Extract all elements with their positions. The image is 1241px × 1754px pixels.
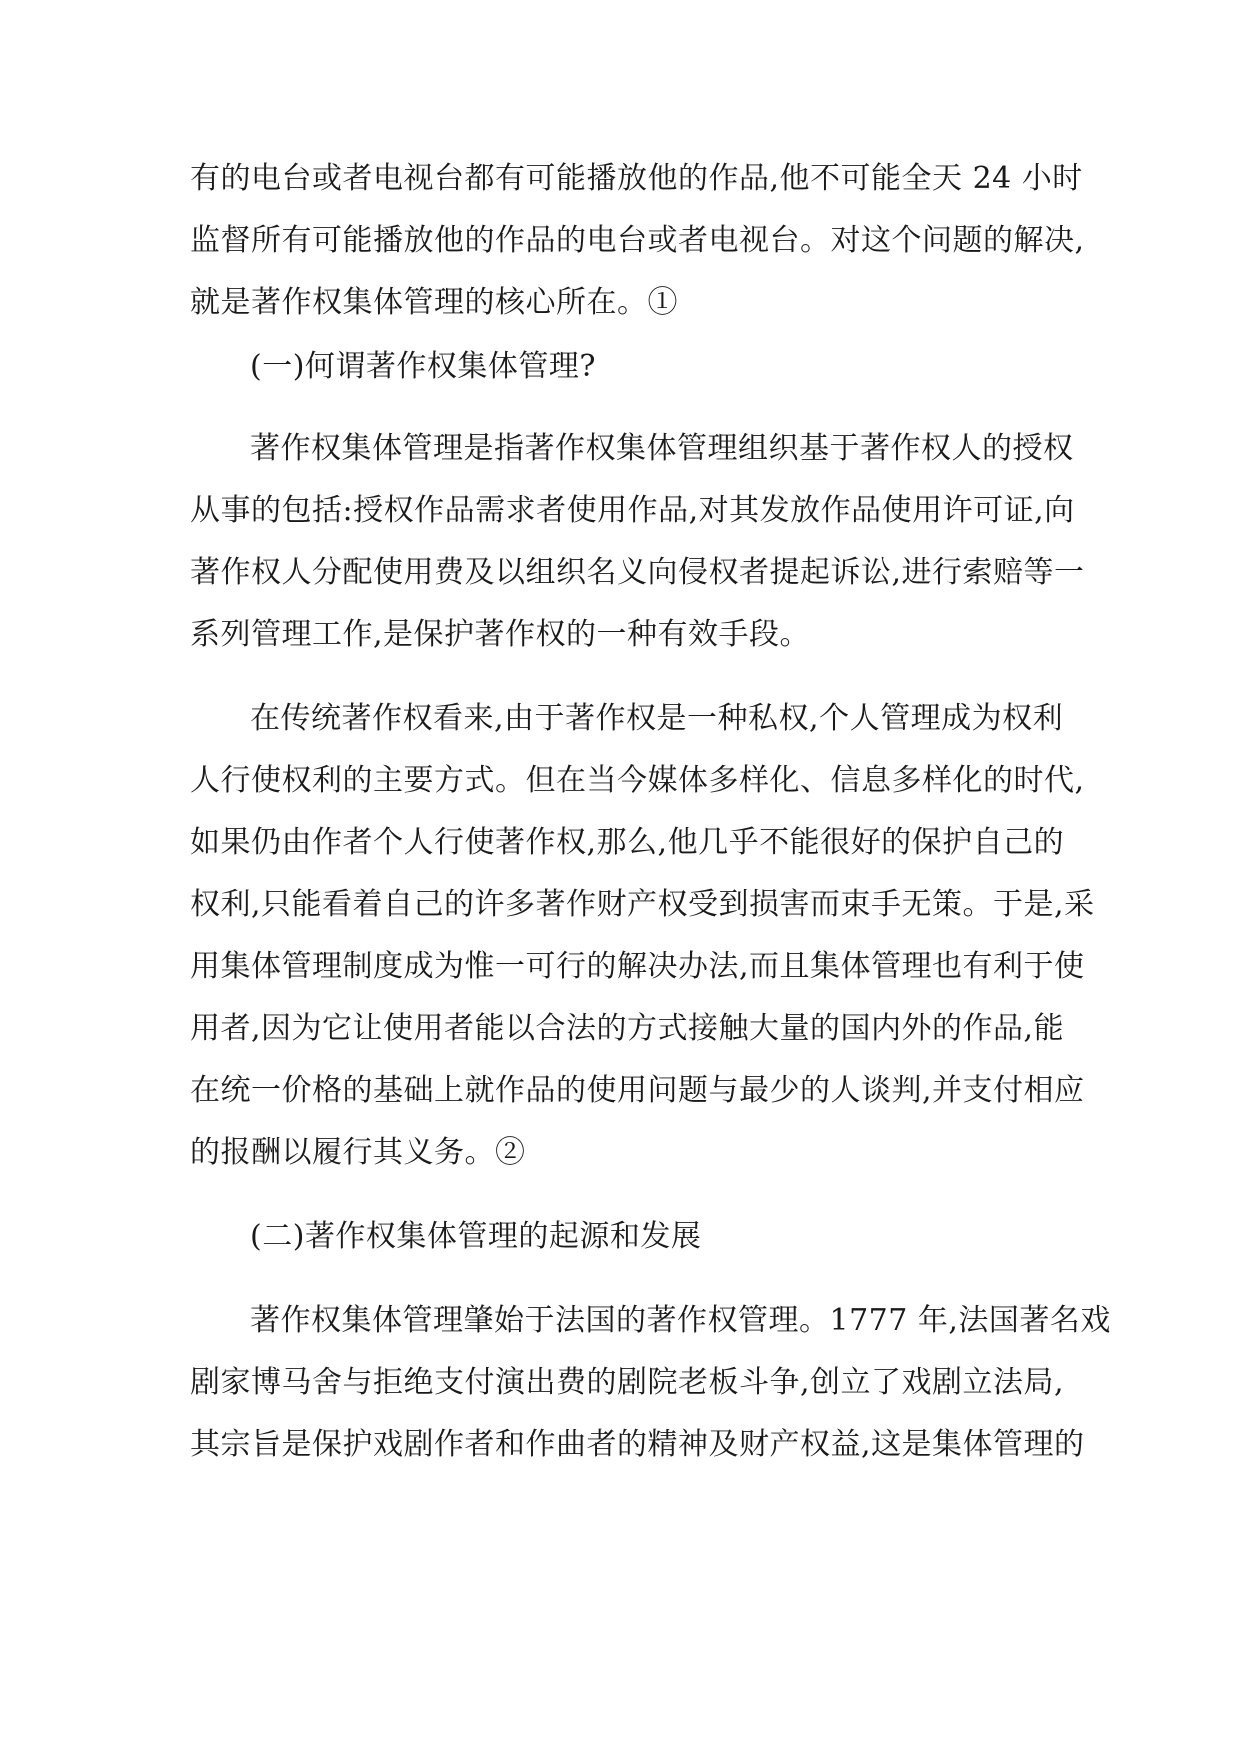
text-line: 在统一价格的基础上就作品的使用问题与最少的人谈判,并支付相应 <box>190 1073 1085 1108</box>
text-line: 著作权人分配使用费及以组织名义向侵权者提起诉讼,进行索赔等一 <box>190 555 1085 590</box>
text-line: 剧家博马舍与拒绝支付演出费的剧院老板斗争,创立了戏剧立法局, <box>190 1365 1065 1400</box>
text-line: 权利,只能看着自己的许多著作财产权受到损害而束手无策。于是,采 <box>190 887 1095 922</box>
text-line: 用者,因为它让使用者能以合法的方式接触大量的国内外的作品,能 <box>190 1011 1065 1046</box>
text-line: 监督所有可能播放他的作品的电台或者电视台。对这个问题的解决, <box>190 223 1085 258</box>
text-line: 如果仍由作者个人行使著作权,那么,他几乎不能很好的保护自己的 <box>190 825 1065 860</box>
text-line: 著作权集体管理是指著作权集体管理组织基于著作权人的授权 <box>250 431 1074 466</box>
text-line: 从事的包括:授权作品需求者使用作品,对其发放作品使用许可证,向 <box>190 493 1075 528</box>
text-line: 系列管理工作,是保护著作权的一种有效手段。 <box>190 617 811 652</box>
heading-text: (二)著作权集体管理的起源和发展 <box>250 1219 702 1254</box>
text-line: 就是著作权集体管理的核心所在。① <box>190 285 678 320</box>
text-line: 有的电台或者电视台都有可能播放他的作品,他不可能全天 24 小时 <box>190 161 1083 196</box>
text-line: 人行使权利的主要方式。但在当今媒体多样化、信息多样化的时代, <box>190 763 1085 798</box>
heading-text: (一)何谓著作权集体管理? <box>250 349 596 384</box>
text-line: 的报酬以履行其义务。② <box>190 1135 526 1170</box>
text-line: 用集体管理制度成为惟一可行的解决办法,而且集体管理也有利于使 <box>190 949 1085 984</box>
text-line: 其宗旨是保护戏剧作者和作曲者的精神及财产权益,这是集体管理的 <box>190 1427 1085 1462</box>
text-line: 著作权集体管理肇始于法国的著作权管理。1777 年,法国著名戏 <box>250 1303 1111 1338</box>
text-line: 在传统著作权看来,由于著作权是一种私权,个人管理成为权利 <box>250 701 1064 736</box>
